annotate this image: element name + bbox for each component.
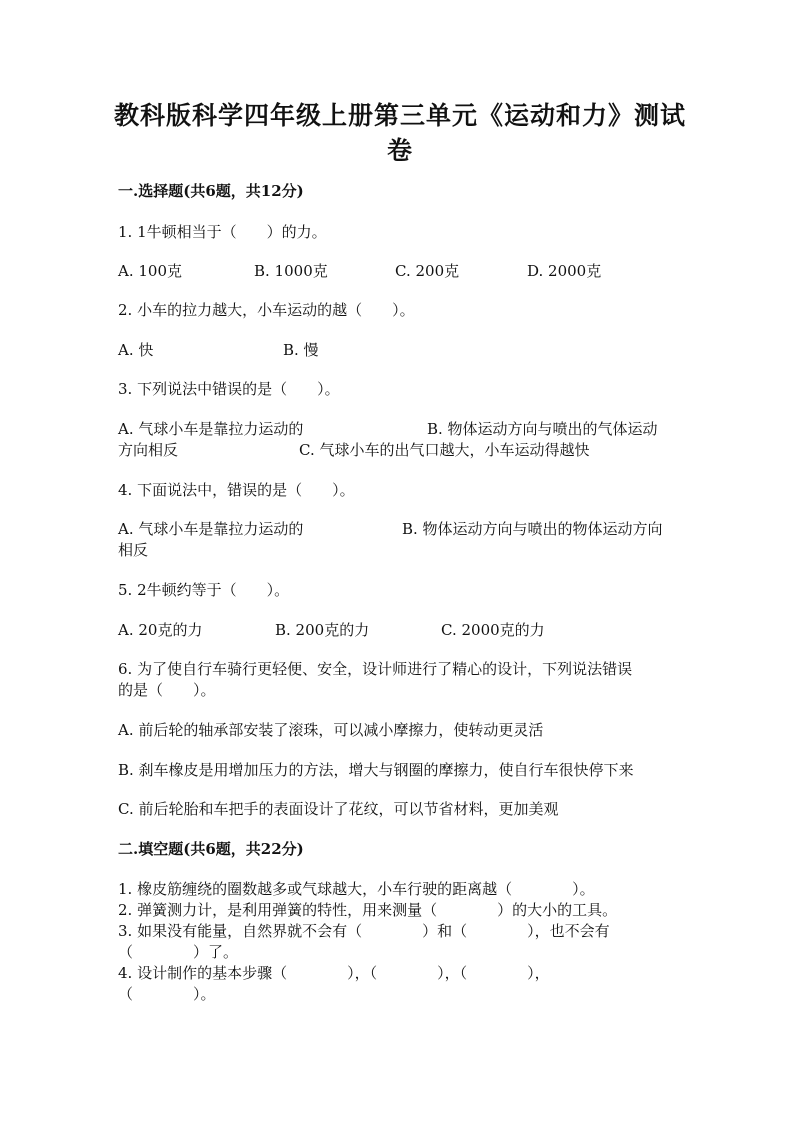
option: A. 前后轮的轴承部安装了滚珠，可以减小摩擦力，使转动更灵活: [118, 721, 544, 739]
option: C. 前后轮胎和车把手的表面设计了花纹，可以节省材料，更加美观: [118, 800, 559, 818]
option-continuation: 相反: [118, 541, 149, 559]
option: A. 20克的力: [118, 621, 203, 639]
option-continuation: 方向相反: [118, 441, 179, 459]
question-stem: 3. 下列说法中错误的是（ ）。: [118, 380, 340, 398]
page-title-line-1: 教科版科学四年级上册第三单元《运动和力》测试: [113, 101, 686, 130]
question-stem: 6. 为了使自行车骑行更轻便、安全，设计师进行了精心的设计，下列说法错误: [118, 660, 633, 678]
question-stem: 1. 1牛顿相当于（ ）的力。: [118, 223, 327, 241]
option: B. 物体运动方向与喷出的气体运动: [427, 420, 658, 438]
option: A. 气球小车是靠拉力运动的: [118, 520, 304, 538]
fill-blank-line: （ ）了。: [118, 943, 239, 961]
option: B. 刹车橡皮是用增加压力的方法，增大与钢圈的摩擦力，使自行车很快停下来: [118, 761, 634, 779]
question-stem-continuation: 的是（ ）。: [118, 681, 216, 699]
section-header-fill-blank: 二.填空题(共6题，共22分): [118, 840, 304, 858]
option: C. 气球小车的出气口越大，小车运动得越快: [299, 441, 590, 459]
question-stem: 2. 小车的拉力越大，小车运动的越（ ）。: [118, 301, 415, 319]
question-stem: 4. 下面说法中，错误的是（ ）。: [118, 481, 355, 499]
fill-blank-line: 3. 如果没有能量，自然界就不会有（ ）和（ ），也不会有: [118, 922, 610, 940]
section-header-choice: 一.选择题(共6题，共12分): [118, 182, 304, 200]
fill-blank-line: 4. 设计制作的基本步骤（ ），（ ），（ ），: [118, 964, 550, 982]
question-stem: 5. 2牛顿约等于（ ）。: [118, 581, 290, 599]
fill-blank-line: 2. 弹簧测力计，是利用弹簧的特性，用来测量（ ）的大小的工具。: [118, 901, 618, 919]
option: C. 2000克的力: [441, 621, 545, 639]
option: A. 气球小车是靠拉力运动的: [118, 420, 304, 438]
option: C. 200克: [395, 262, 460, 280]
page-title-line-2: 卷: [386, 136, 413, 165]
option: B. 物体运动方向与喷出的物体运动方向: [402, 520, 663, 538]
option: B. 200克的力: [275, 621, 370, 639]
option: B. 慢: [283, 341, 319, 359]
option: D. 2000克: [527, 262, 602, 280]
fill-blank-line: 1. 橡皮筋缠绕的圈数越多或气球越大，小车行驶的距离越（ ）。: [118, 880, 595, 898]
option: A. 100克: [118, 262, 182, 280]
fill-blank-line: （ ）。: [118, 985, 216, 1003]
option: A. 快: [118, 341, 154, 359]
option: B. 1000克: [254, 262, 328, 280]
